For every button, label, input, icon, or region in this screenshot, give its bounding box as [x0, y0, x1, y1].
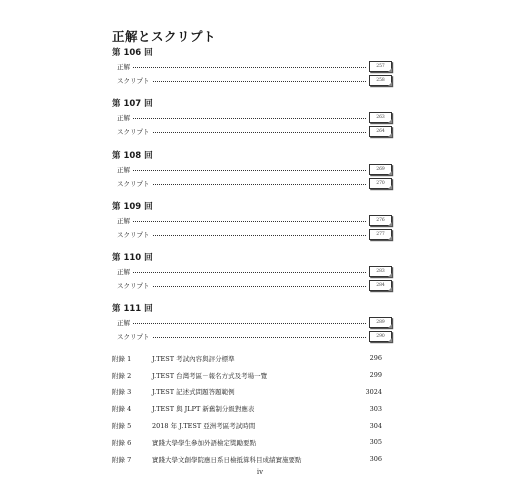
appendix-entry[interactable] [112, 350, 382, 367]
page-tab: 284 [369, 280, 392, 291]
page-title: 正解とスクリプト [112, 29, 217, 44]
appendix-number: 附錄 2 [112, 371, 132, 380]
entry-label: スクリプト [117, 231, 150, 239]
appendix-page: 299 [369, 371, 382, 380]
toc-section [112, 201, 392, 241]
entry-label: 正解 [117, 114, 130, 122]
toc-entry-answer[interactable] [112, 111, 392, 124]
appendix-title: J.TEST 考試內容與評分標準 [152, 354, 235, 363]
appendix-page: 3024 [365, 387, 382, 396]
page-tab: 263 [369, 112, 392, 123]
leader-dots [153, 233, 367, 236]
entry-label: 正解 [117, 166, 130, 174]
toc-entry-answer[interactable] [112, 163, 392, 176]
toc-entry-answer[interactable] [112, 60, 392, 73]
appendix-title: 實踐大學文創學院應日系日檢抵算科目成績實施要點 [152, 455, 302, 464]
section-title: 第 106 回 [112, 48, 153, 58]
toc-entry-answer[interactable] [112, 214, 392, 227]
leader-dots [133, 116, 366, 119]
toc-entry-script[interactable] [112, 279, 392, 292]
toc-section [112, 150, 392, 190]
appendix-entry[interactable] [112, 434, 382, 451]
leader-dots [133, 321, 366, 324]
page-tab: 277 [369, 229, 392, 240]
page-tab: 283 [369, 266, 392, 277]
toc-entry-answer[interactable] [112, 265, 392, 278]
appendix-number: 附錄 5 [112, 422, 132, 431]
section-title: 第 110 回 [112, 253, 153, 263]
entry-label: 正解 [117, 268, 130, 276]
entry-label: スクリプト [117, 77, 150, 85]
leader-dots [133, 219, 366, 222]
appendix-number: 附錄 4 [112, 405, 132, 414]
section-title: 第 107 回 [112, 99, 153, 109]
toc-section [112, 98, 392, 138]
page-tab: 264 [369, 126, 392, 137]
section-title: 第 109 回 [112, 202, 153, 212]
appendix-number: 附錄 3 [112, 388, 132, 397]
appendix-entry[interactable] [112, 451, 382, 468]
toc-section [112, 47, 392, 87]
leader-dots [153, 335, 367, 338]
page-tab: 290 [369, 331, 392, 342]
appendix-entry[interactable] [112, 384, 382, 401]
appendix-title: 實踐大學學生參加外語檢定獎勵要點 [152, 438, 256, 447]
appendix-page: 306 [369, 455, 382, 464]
appendix-list [112, 350, 382, 468]
appendix-entry[interactable] [112, 367, 382, 384]
toc-section [112, 303, 392, 343]
appendix-title: J.TEST 記述式問題答題範例 [152, 388, 235, 397]
entry-label: スクリプト [117, 180, 150, 188]
appendix-entry[interactable] [112, 417, 382, 434]
leader-dots [153, 130, 367, 133]
entry-label: 正解 [117, 319, 130, 327]
appendix-title: J.TEST 與 JLPT 新舊制分級對應表 [152, 405, 255, 414]
toc-entry-script[interactable] [112, 125, 392, 138]
appendix-number: 附錄 7 [112, 455, 132, 464]
leader-dots [133, 270, 366, 273]
leader-dots [133, 65, 366, 68]
appendix-title: J.TEST 台灣考區－報名方式及考場一覽 [152, 371, 268, 380]
page-tab: 289 [369, 317, 392, 328]
page-tab: 257 [369, 61, 392, 72]
toc-entry-answer[interactable] [112, 316, 392, 329]
leader-dots [153, 182, 367, 185]
entry-label: スクリプト [117, 282, 150, 290]
page-number: iv [256, 468, 264, 476]
appendix-page: 304 [369, 421, 382, 430]
toc-section [112, 252, 392, 292]
leader-dots [153, 284, 367, 287]
leader-dots [133, 168, 366, 171]
entry-label: 正解 [117, 63, 130, 71]
appendix-number: 附錄 1 [112, 354, 132, 363]
leader-dots [153, 79, 367, 82]
page-tab: 276 [369, 215, 392, 226]
section-title: 第 111 回 [112, 304, 153, 314]
section-title: 第 108 回 [112, 151, 153, 161]
toc-entry-script[interactable] [112, 74, 392, 87]
page-tab: 258 [369, 75, 392, 86]
toc-entry-script[interactable] [112, 228, 392, 241]
appendix-page: 296 [369, 354, 382, 363]
toc-entry-script[interactable] [112, 330, 392, 343]
appendix-title: 2018 年 J.TEST 亞洲考區考試時間 [152, 422, 256, 431]
appendix-page: 305 [369, 438, 382, 447]
appendix-number: 附錄 6 [112, 438, 132, 447]
entry-label: スクリプト [117, 128, 150, 136]
appendix-page: 303 [369, 404, 382, 413]
appendix-entry[interactable] [112, 400, 382, 417]
entry-label: 正解 [117, 217, 130, 225]
page-tab: 269 [369, 164, 392, 175]
page-tab: 270 [369, 178, 392, 189]
toc-entry-script[interactable] [112, 177, 392, 190]
entry-label: スクリプト [117, 333, 150, 341]
